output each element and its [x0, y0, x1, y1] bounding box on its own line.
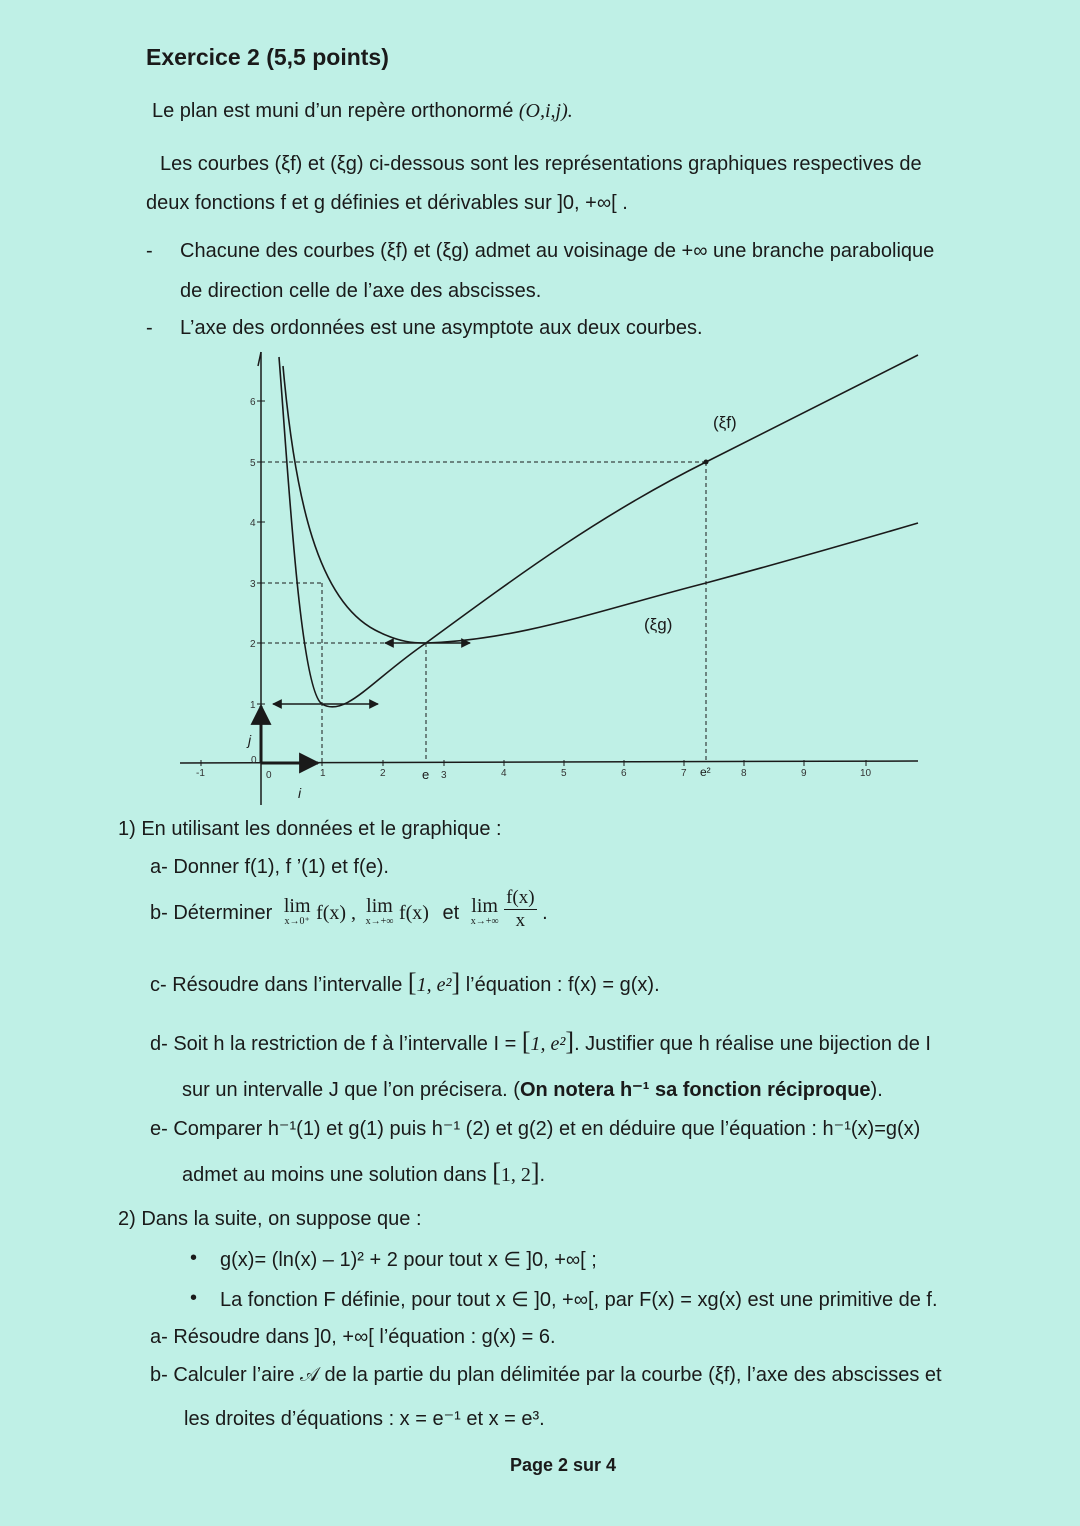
exercise-title: Exercice 2 (5,5 points) [146, 44, 389, 70]
paragraph-line-1: Les courbes (ξf) et (ξg) ci-dessous sont les représentations graphiques respectives de [160, 153, 922, 175]
fraction-denominator: x [515, 910, 526, 931]
lim-expr: f(x) , [316, 901, 357, 924]
intro-text: Le plan est muni d’un repère orthonormé [152, 100, 514, 122]
x-tick-label: -1 [196, 768, 205, 779]
y-tick-label: 2 [250, 639, 256, 650]
function-graph [0, 340, 1080, 820]
q2-bullet-dot-2: • [190, 1287, 198, 1309]
interval-c-content: 1, e² [416, 974, 452, 996]
q1-c [150, 968, 660, 998]
y-tick-label: 6 [250, 397, 256, 408]
fraction [504, 887, 536, 932]
x-tick-label: 5 [561, 768, 567, 779]
q1-c-prefix: c- Résoudre dans l’intervalle [150, 974, 403, 996]
x-tick-label: 8 [741, 768, 747, 779]
x-tick-label: 9 [801, 768, 807, 779]
q1-d-suffix: . Justifier que h réalise une bijection de I [574, 1033, 931, 1055]
q2-b-line-2: les droites d’équations : x = e⁻¹ et x = e³. [184, 1408, 545, 1430]
x-tick-label: 0 [266, 770, 272, 781]
lim-word: lim [471, 895, 498, 917]
q1-d-note: On notera h⁻¹ sa fonction réciproque [519, 1079, 871, 1101]
curve-g-label: (ξg) [644, 615, 673, 634]
curve-f [279, 355, 918, 707]
q2-bullet-2: La fonction F définie, pour tout x ∈ ]0, +∞[, par F(x) = xg(x) est une primitive de f. [220, 1289, 938, 1311]
point-e2 [704, 460, 709, 465]
x-tick-label: 6 [621, 768, 627, 779]
limit-1 [284, 895, 311, 927]
dashed-guides [261, 462, 706, 762]
q1-d-prefix: d- Soit h la restriction de f à l’intervalle I = [150, 1033, 517, 1055]
interval-d: [1, e²] [521, 1027, 575, 1056]
interval-e-content: 1, 2 [500, 1164, 531, 1186]
conjunction: et [442, 901, 460, 924]
q1-b-prefix: b- Déterminer [150, 901, 273, 924]
x-tick-label: 10 [860, 768, 872, 779]
q2-heading: 2) Dans la suite, on suppose que : [118, 1208, 422, 1230]
x-tick-label: 3 [441, 770, 447, 781]
intro-line [152, 100, 573, 123]
unit-j-label: j [248, 732, 252, 748]
page-number: Page 2 sur 4 [510, 1455, 617, 1475]
e-label: e [422, 767, 430, 782]
q1-e: e- Comparer h⁻¹(1) et g(1) puis h⁻¹ (2) et g(2) et en déduire que l’équation : h⁻¹(x)=g(x) [150, 1118, 921, 1140]
bullet-dash-1: - [146, 240, 153, 262]
lim-word: lim [283, 895, 311, 917]
q1-d-line-2 [182, 1077, 883, 1102]
q1-b [150, 887, 548, 932]
q2-b: b- Calculer l’aire 𝒜 de la partie du plan délimitée par la courbe (ξf), l’axe des abscisses et [150, 1364, 942, 1386]
x-tick-label: 4 [501, 768, 507, 779]
limit-3 [471, 895, 499, 927]
intro-frame: (O,i,j). [518, 100, 573, 122]
period: . [539, 1164, 546, 1186]
q1-heading: 1) En utilisant les données et le graphique : [118, 818, 502, 840]
lim-sub: x→0⁺ [284, 916, 310, 927]
bullet-1-line-2: de direction celle de l’axe des abscisses. [180, 280, 542, 302]
paragraph-line-2: deux fonctions f et g définies et dérivables sur ]0, +∞[ . [146, 192, 628, 214]
q2-a: a- Résoudre dans ]0, +∞[ l’équation : g(x) = 6. [150, 1326, 556, 1348]
q1-a: a- Donner f(1), f ’(1) et f(e). [150, 856, 389, 878]
lim-expr: f(x) [398, 901, 429, 924]
bullet-dash-2: - [146, 317, 153, 339]
e-squared-label: e² [700, 765, 711, 779]
unit-i-label: i [298, 785, 302, 801]
interval-d-content: 1, e² [530, 1033, 566, 1055]
q1-d-line-2-start: sur un intervalle J que l’on précisera. ( [182, 1079, 520, 1101]
lim-sub: x→+∞ [365, 916, 394, 927]
period: . [542, 901, 548, 924]
limit-2 [366, 895, 394, 927]
x-tick-label: 7 [681, 768, 687, 779]
bullet-1-line-1: Chacune des courbes (ξf) et (ξg) admet au voisinage de +∞ une branche parabolique [180, 240, 935, 262]
y-tick-label: 1 [250, 700, 256, 711]
q2-bullet-dot-1: • [190, 1247, 198, 1269]
x-tick-label: 1 [320, 768, 326, 779]
q1-d [150, 1027, 931, 1057]
q1-e-line-2-text: admet au moins une solution dans [182, 1164, 487, 1186]
interval-c: [1, e²] [407, 968, 461, 997]
interval-e: [1, 2] [492, 1158, 540, 1187]
q1-e-line-2 [182, 1158, 545, 1188]
y-tick-label: 4 [250, 518, 256, 529]
q1-c-suffix: l’équation : f(x) = g(x). [465, 974, 660, 996]
y-tick-label: 3 [250, 579, 256, 590]
fraction-numerator: f(x) [506, 887, 535, 908]
curve-f-label: (ξf) [713, 413, 737, 432]
q2-bullet-1: g(x)= (ln(x) – 1)² + 2 pour tout x ∈ ]0, +∞[ ; [220, 1249, 597, 1271]
lim-sub: x→+∞ [470, 916, 499, 927]
y-tick-label: 5 [250, 458, 256, 469]
q1-d-line-2-end: ). [870, 1079, 883, 1101]
lim-word: lim [366, 895, 393, 917]
curve-g [283, 366, 918, 643]
origin-label: 0 [251, 755, 257, 766]
x-tick-label: 2 [380, 768, 386, 779]
bullet-2: L’axe des ordonnées est une asymptote aux deux courbes. [180, 317, 703, 339]
